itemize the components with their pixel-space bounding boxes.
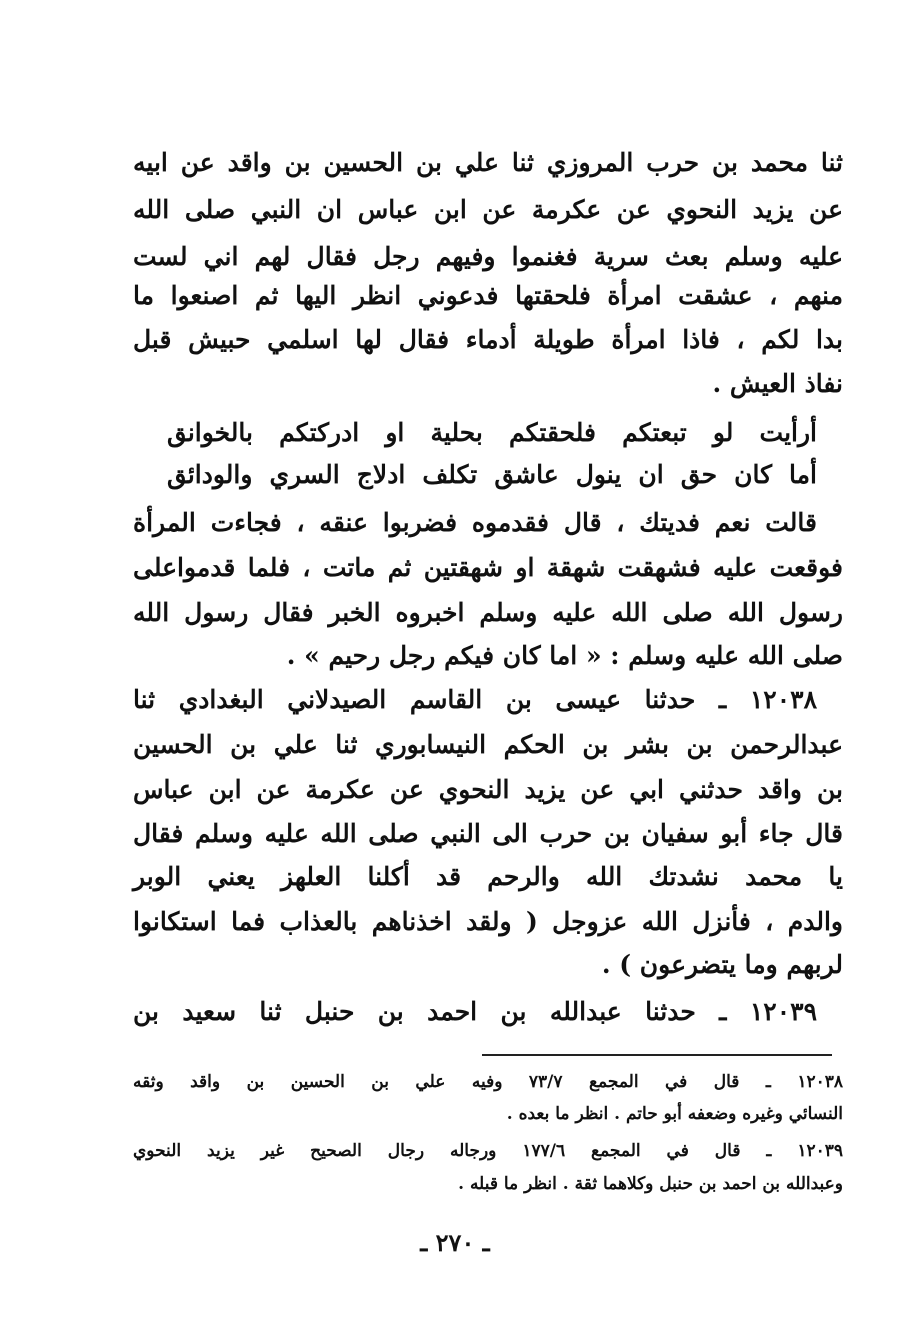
verse-line: أرأيت لو تبعتكم فلحقتكم بحلية او ادركتكم بالخوانق	[167, 418, 817, 447]
verse-line: أما كان حق ان ينول عاشق تكلف ادلاج السري والودائق	[167, 460, 817, 489]
text-line: عبدالرحمن بن بشر بن الحكم النيسابوري ثنا علي بن الحسين	[133, 730, 843, 759]
hadith-start-line: ١٢٠٣٩ ـ حدثنا عبدالله بن احمد بن حنبل ثنا سعيد بن	[133, 997, 817, 1026]
text-line: عليه وسلم بعث سرية فغنموا وفيهم رجل فقال لهم اني لست	[133, 242, 843, 271]
footnote-line: وعبدالله بن احمد بن حنبل وكلاهما ثقة . انظر ما قبله .	[458, 1174, 843, 1194]
footnote-line: ١٢٠٣٩ ـ قال في المجمع ١٧٧/٦ ورجاله رجال الصحيح غير يزيد النحوي	[133, 1141, 843, 1161]
text-line: قالت نعم فديتك ، قال فقدموه فضربوا عنقه ، فجاءت المرأة	[133, 508, 817, 537]
text-line: فوقعت عليه فشهقت شهقة او شهقتين ثم ماتت ، فلما قدمواعلى	[133, 553, 843, 582]
text-line: والدم ، فأنزل الله عزوجل ( ولقد اخذناهم بالعذاب فما استكانوا	[133, 907, 843, 936]
page-number: ـ ٢٧٠ ـ	[420, 1228, 490, 1257]
text-line: بن واقد حدثني ابي عن يزيد النحوي عن عكرمة عن ابن عباس	[133, 775, 843, 804]
footnote-line: النسائي وغيره وضعفه أبو حاتم . انظر ما بعده .	[506, 1104, 843, 1124]
text-line: لربهم وما يتضرعون ) .	[601, 950, 843, 979]
text-line: بدا لكم ، فاذا امرأة طويلة أدماء فقال لها اسلمي حبيش قبل	[133, 325, 843, 354]
text-line: قال جاء أبو سفيان بن حرب الى النبي صلى الله عليه وسلم فقال	[133, 819, 843, 848]
footnote-line: ١٢٠٣٨ ـ قال في المجمع ٧٣/٧ وفيه علي بن الحسين بن واقد وثقه	[133, 1072, 844, 1092]
text-line: ثنا محمد بن حرب المروزي ثنا علي بن الحسين بن واقد عن ابيه	[133, 148, 843, 177]
text-line: منهم ، عشقت امرأة فلحقتها فدعوني انظر اليها ثم اصنعوا ما	[133, 281, 843, 310]
text-line: رسول الله صلى الله عليه وسلم اخبروه الخبر فقال رسول الله	[133, 598, 843, 627]
hadith-start-line: ١٢٠٣٨ ـ حدثنا عيسى بن القاسم الصيدلاني البغدادي ثنا	[133, 685, 817, 714]
text-line: عن يزيد النحوي عن عكرمة عن ابن عباس ان النبي صلى الله	[133, 195, 843, 224]
footnote-separator	[482, 1054, 832, 1056]
text-line: نفاذ العيش .	[712, 369, 843, 398]
text-line: يا محمد نشدتك الله والرحم قد أكلنا العلهز يعني الوبر	[133, 862, 843, 891]
text-line: صلى الله عليه وسلم : « اما كان فيكم رجل رحيم » .	[286, 641, 843, 670]
